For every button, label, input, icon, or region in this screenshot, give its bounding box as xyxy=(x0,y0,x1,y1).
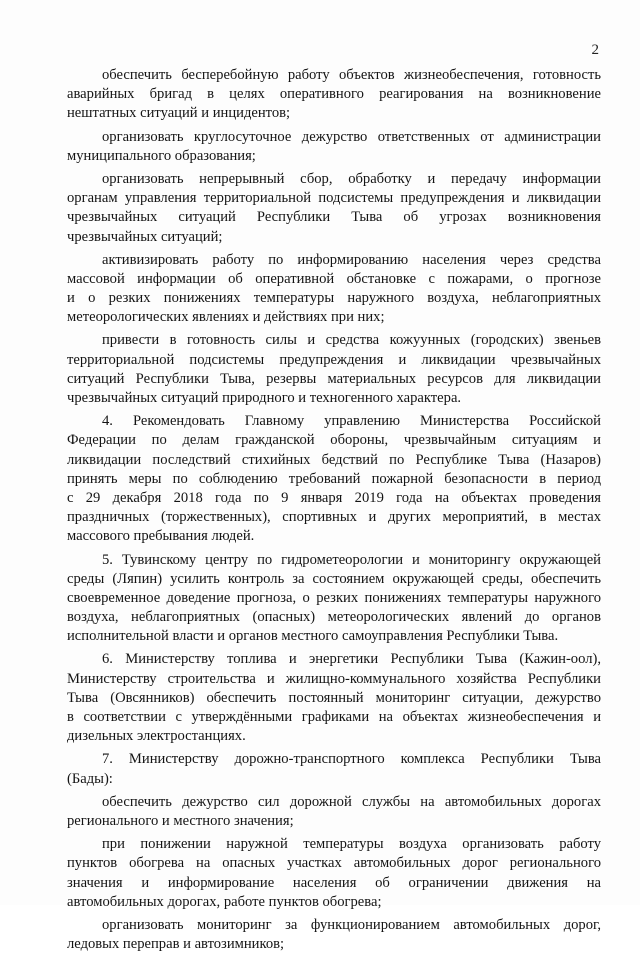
text-line: территориальной подсистемы предупреждения и ликвидации чрезвычайных xyxy=(67,351,601,368)
text-line: массовой информации об оперативной обстановке с пожарами, о прогнозе xyxy=(67,270,601,287)
text-line: муниципального образования; xyxy=(67,147,256,164)
text-line: значения и информирование населения об ограничении движения на xyxy=(67,874,601,891)
text-line: чрезвычайных ситуаций Республики Тыва об угрозах возникновения xyxy=(67,209,601,226)
text-line: 4. Рекомендовать Главному управлению Министерства Российской xyxy=(102,413,601,430)
text-line: и о резких понижениях температуры наружного воздуха, неблагоприятных xyxy=(67,290,601,307)
text-line: Министерству строительства и жилищно-коммунального хозяйства Республики xyxy=(67,670,601,687)
text-line: при понижении наружной температуры воздуха организовать работу xyxy=(102,836,601,853)
text-line: чрезвычайных ситуаций природного и техногенного характера. xyxy=(67,390,462,406)
paragraph xyxy=(67,750,601,788)
text-line: 6. Министерству топлива и энергетики Республики Тыва (Кажин-оол), xyxy=(102,651,601,668)
paragraph xyxy=(67,916,601,954)
text-line: автомобильных дорогах, работе пунктов обогрева; xyxy=(67,893,382,910)
text-line: ледовых переправ и автозимников; xyxy=(67,936,285,953)
text-line: в соответствии с утверждёнными графиками на объектах жизнеобеспечения и xyxy=(67,709,601,725)
text-line: воздуха, неблагоприятных (опасных) метеорологических явлений до органов xyxy=(67,609,601,626)
text-line: обеспечить бесперебойную работу объектов жизнеобеспечения, готовность xyxy=(102,67,601,83)
text-line: активизировать работу по информированию населения через средства xyxy=(102,251,601,268)
text-line: организовать мониторинг за функционированием автомобильных дорог, xyxy=(102,916,601,933)
paragraph xyxy=(67,551,601,647)
text-line: аварийных бригад в целях оперативного реагирования на возникновение xyxy=(67,86,601,103)
text-line: среды (Ляпин) усилить контроль за состоянием окружающей среды, обеспечить xyxy=(67,570,601,587)
text-line: дизельных электростанциях. xyxy=(67,728,246,745)
text-line: с 29 декабря 2018 года по 9 января 2019 года на объектах проведения xyxy=(67,489,601,506)
text-line: ликвидации последствий стихийных бедствий по Республике Тыва (Назаров) xyxy=(67,451,601,468)
text-line: (Бады): xyxy=(67,770,113,787)
document-body xyxy=(67,66,601,954)
text-line: своевременное доведение прогноза, о резких понижениях температуры наружного xyxy=(67,589,601,606)
text-line: регионального и местного значения; xyxy=(67,812,294,829)
paragraph xyxy=(67,835,601,912)
paragraph xyxy=(67,66,601,124)
text-line: принять меры по соблюдению требований пожарной безопасности в период xyxy=(67,470,601,487)
text-line: ситуаций Республики Тыва, резервы материальных ресурсов для ликвидации xyxy=(67,370,601,387)
text-line: пунктов обогрева на опасных участках автомобильных дорог регионального xyxy=(67,855,601,872)
paragraph xyxy=(67,251,601,328)
paragraph xyxy=(67,170,601,247)
paragraph xyxy=(67,331,601,408)
text-line: Федерации по делам гражданской обороны, чрезвычайным ситуациям и xyxy=(67,432,601,449)
paragraph xyxy=(67,793,601,831)
text-line: организовать непрерывный сбор, обработку и передачу информации xyxy=(102,170,601,187)
text-line: праздничных (торжественных), спортивных и других мероприятий, в местах xyxy=(67,509,601,526)
paragraph xyxy=(67,650,601,746)
paragraph xyxy=(67,412,601,546)
text-line: нештатных ситуаций и инцидентов; xyxy=(67,105,291,122)
text-line: обеспечить дежурство сил дорожной службы на автомобильных дорогах xyxy=(102,793,601,810)
text-line: массового пребывания людей. xyxy=(67,528,255,545)
text-line: организовать круглосуточное дежурство ответственных от администрации xyxy=(102,128,601,145)
text-line: Тыва (Овсянников) обеспечить постоянный мониторинг ситуации, дежурство xyxy=(67,689,601,706)
text-line: 7. Министерству дорожно-транспортного комплекса Республики Тыва xyxy=(102,751,601,768)
text-line: 5. Тувинскому центру по гидрометеорологии и мониторингу окружающей xyxy=(102,551,601,568)
text-line: органам управления территориальной подсистемы предупреждения и ликвидации xyxy=(67,190,601,207)
text-line: привести в готовность силы и средства кожуунных (городских) звеньев xyxy=(102,332,601,349)
paragraph xyxy=(67,128,601,166)
text-line: чрезвычайных ситуаций; xyxy=(67,228,223,245)
page-number: 2 xyxy=(591,42,599,58)
text-line: метеорологических явлениях и действиях при них; xyxy=(67,309,385,326)
text-line: исполнительной власти и органов местного самоуправления Республики Тыва. xyxy=(67,628,559,645)
